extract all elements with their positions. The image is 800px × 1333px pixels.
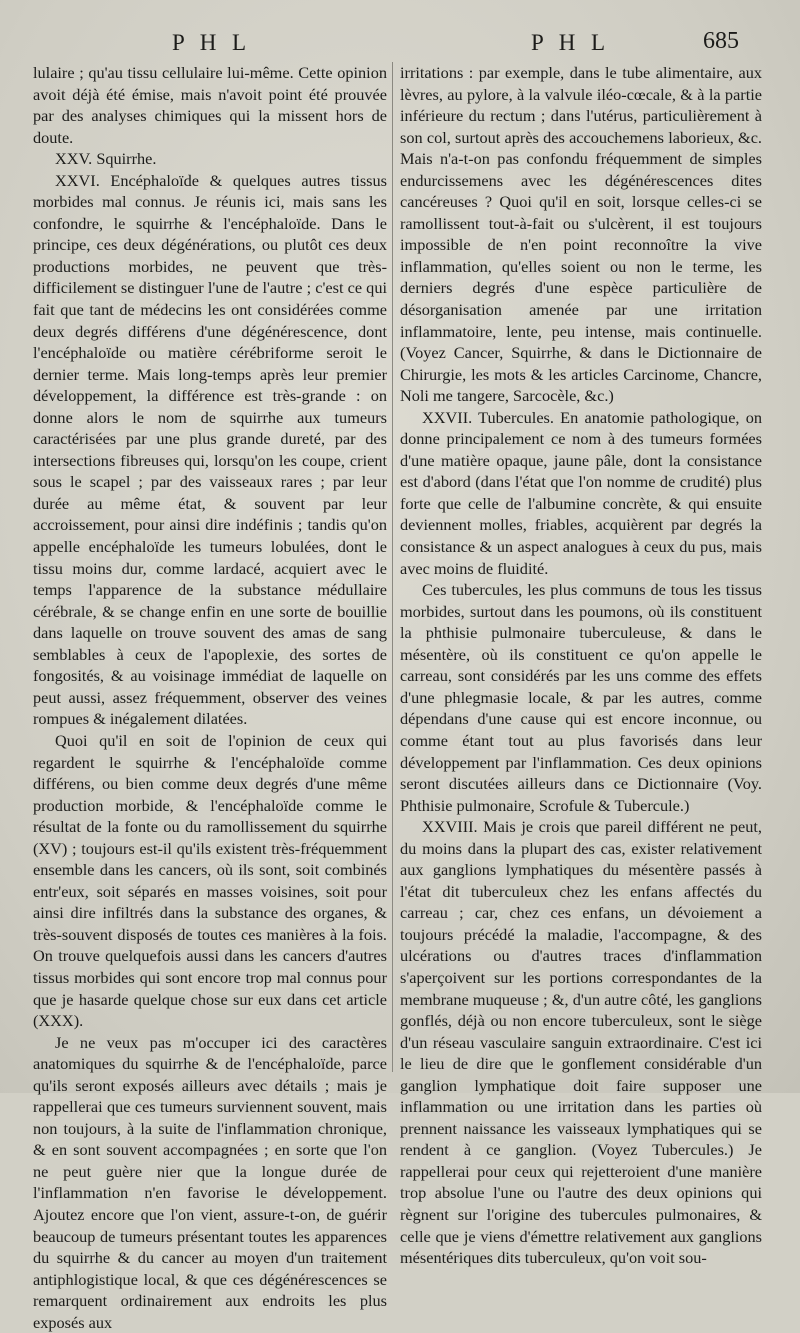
section-heading: XXV. Squirrhe. — [55, 149, 157, 169]
paragraph: Ces tubercules, les plus communs de tous les tissus morbides, surtout dans les poumons, où ils constituent la phthisie pulmonaire tuberculeuse, & dans le mésentère, où ils constituent ce qu'on appelle le carreau, sont considérés par les uns comme des effets d'une phlegmasie locale, & par les autres, comme dépendans d'une cause qui est encore inconnue, ou comme étant tout au plus favorisés dans leur développement par l'inflammation. Ces deux opinions seront discutées ailleurs dans ce Dictionnaire (Voy. Phthisie pulmonaire, Scrofule & Tubercule.) — [400, 580, 762, 815]
left-column — [33, 62, 387, 1333]
paragraph: XXVIII. Mais je crois que pareil différent ne peut, du moins dans la plupart des cas, exister relativement aux ganglions lymphatiques du mésentère passés à l'état dit tuberculeux chez les enfans affectés du carreau ; car, chez ces enfans, un dévoiement a toujours précédé la maladie, l'accompagne, & des ulcérations ou d'autres traces d'inflammation s'aperçoivent sur les portions correspondantes de la membrane muqueuse ; &, d'un autre côté, les ganglions gonflés, déjà ou non encore tuberculeux, sont le siège d'un réseau vasculaire sanguin extraordinaire. C'est ici le lieu de dire que le gonflement considérable d'un ganglion lymphatique doit faire supposer une inflammation ou une irritation dans les parties où prennent naissance les vaisseaux lymphatiques qui se rendent à ce ganglion. (Voyez Tubercules.) Je rappellerai pour ceux qui rejetteroient d'une manière trop absolue l'une ou l'autre des deux opinions qui règnent sur l'origine des tubercules pulmonaires, & celle que je viens d'émettre relativement aux ganglions mésentériques dits tuberculeux, qu'on voit sou- — [400, 817, 762, 1268]
paragraph: irritations : par exemple, dans le tube alimentaire, aux lèvres, au pylore, à la valvule iléo-cœcale, & à la partie inférieure du rectum ; dans l'utérus, particulièrement à son col, surtout après des accouchemens laborieux, &c. Mais n'a-t-on pas confondu fréquemment de simples endurcissemens avec les dégénérescences dites cancéreuses ? Quoi qu'il en soit, lorsque celles-ci se ramollissent tout-à-fait ou s'ulcèrent, il est toujours impossible de n'en point reconnoître la vive inflammation, qu'elles soient ou non le terme, les derniers degrés d'une espèce particulière de désorganisation amenée par une irritation inflammatoire, lente, peu intense, mais continuelle. (Voyez Cancer, Squirrhe, & dans le Dictionnaire de Chirurgie, les mots & les articles Carcinome, Chancre, Noli me tangere, Sarcocèle, &c.) — [400, 63, 762, 406]
paragraph: XXVI. Encéphaloïde & quelques autres tissus morbides mal connus. Je réunis ici, mais sans les confondre, le squirrhe & l'encéphaloïde. Dans le principe, ces deux dégénérations, ou plutôt ces deux productions morbides, ne peuvent que très-difficilement se distinguer l'une de l'autre ; c'est ce qui fait que tant de médecins les ont considérées comme deux degrés différens d'une dégénérescence, dont l'encéphaloïde ou matière cérébriforme seroit le dernier terme. Mais long-temps après leur premier développement, la différence est très-grande : on donne alors le nom de squirrhe aux tumeurs caractérisées par une plus grande dureté, par des intersections fibreuses qui, lorsqu'on les coupe, crient sous le scapel ; par des vaisseaux rares ; par leur durée au même état, & souvent par leur accroissement, pour ainsi dire indéfinis ; tandis qu'on appelle encéphaloïde les tumeurs lobulées, dont le tissu moins dur, comme lardacé, acquiert avec le temps l'apparence de la substance médullaire cérébrale, & se change enfin en une sorte de bouillie dans laquelle on trouve souvent des amas de sang semblables à ceux de l'apoplexie, des sortes de fongosités, & au voisinage immédiat de laquelle on peut aussi, assez fréquemment, observer des veines rompues & inégalement dilatées. — [33, 170, 387, 729]
right-column — [400, 62, 762, 1269]
paragraph: Quoi qu'il en soit de l'opinion de ceux qui regardent le squirrhe & l'encéphaloïde comme différens, ou bien comme deux degrés d'une même production morbide, & l'encéphaloïde comme le résultat de la fonte ou du ramollissement du squirrhe (XV) ; toujours est-il qu'ils existent très-fréquemment ensemble dans les cancers, où ils sont, soit combinés entr'eux, soit séparés en masses voisines, soit pour ainsi dire infiltrés dans la substance des organes, & très-souvent disposés de toutes ces manières à la fois. On trouve quelquefois aussi dans les cancers d'autres tissus morbides qui sont encore trop mal connus pour que je hasarde quelque chose sur eux dans cet article (XXX). — [33, 730, 387, 1031]
running-head-right: P H L — [531, 30, 611, 55]
paragraph: lulaire ; qu'au tissu cellulaire lui-même. Cette opinion avoit déjà été émise, mais n'avoit point été prouvée par des analyses chimiques qui la missent hors de doute. — [33, 63, 387, 147]
paragraph: XXVII. Tubercules. En anatomie pathologique, on donne principalement ce nom à des tumeurs formées d'une matière opaque, jaune pâle, dont la consistance est d'abord (dans l'état que l'on nomme de crudité) plus forte que celle de l'albumine concrète, & qui ensuite deviennent molles, friables, acquièrent par degrés la consistance & un aspect analogues à ceux du pus, mais avec moins de fluidité. — [400, 407, 762, 578]
column-divider — [392, 62, 393, 1072]
running-head-left: P H L — [172, 30, 252, 55]
page-number: 685 — [703, 28, 739, 54]
paragraph: Je ne veux pas m'occuper ici des caractères anatomiques du squirrhe & de l'encéphaloïde, parce qu'ils seront exposés ailleurs avec détails ; mais je rappellerai que ces tumeurs surviennent souvent, mais non toujours, à la suite de l'inflammation chronique, & en sont souvent accompagnées ; en sorte que l'on ne peut guère nier que la longue durée de l'inflammation n'en favorise le développement. Ajoutez encore que l'on vient, assure-t-on, de guérir beaucoup de tumeurs présentant toutes les apparences du squirrhe & du cancer au moyen d'un traitement antiphlogistique local, & que ces dégénérescences se remarquent ordinairement aux endroits les plus exposés aux — [33, 1032, 387, 1332]
